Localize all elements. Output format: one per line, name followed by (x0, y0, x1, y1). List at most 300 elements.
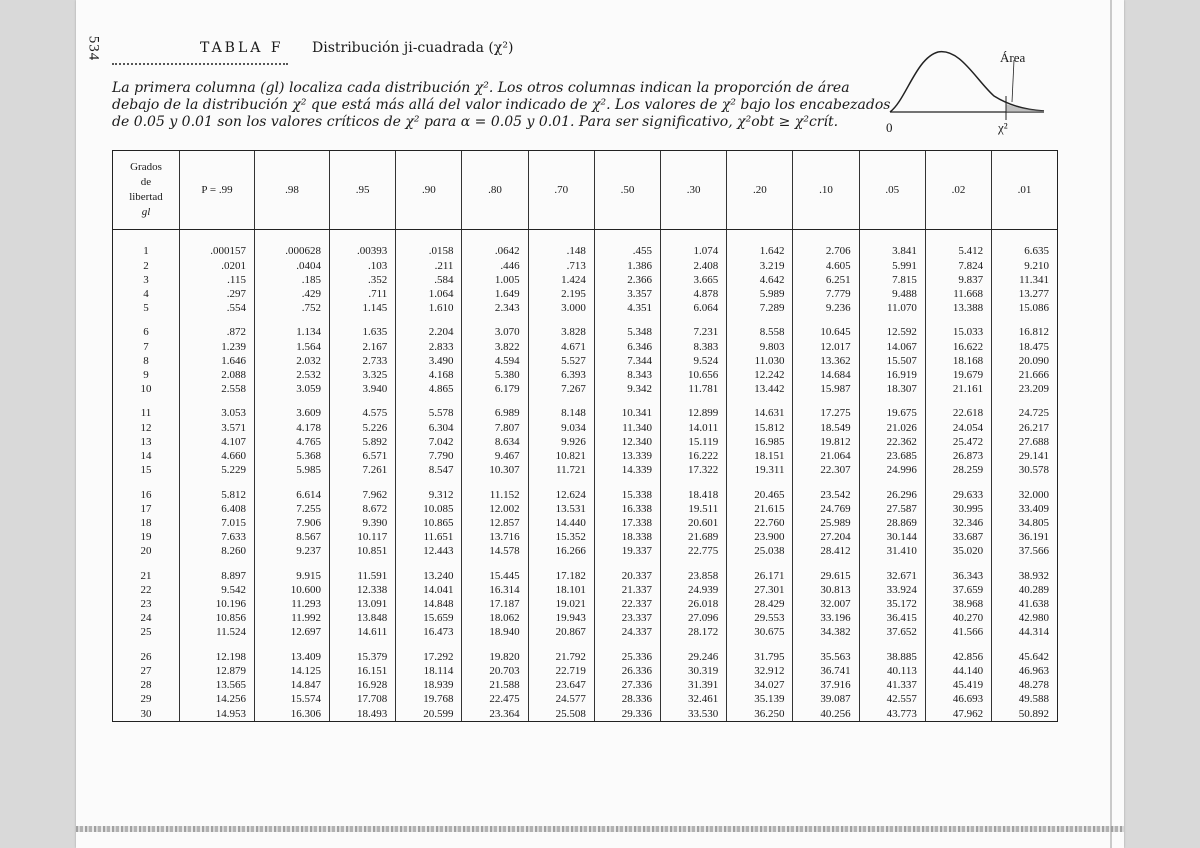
value-cell: 25.472 (925, 435, 991, 449)
value-cell: 5.812 (180, 477, 255, 501)
header-cell-p: .50 (594, 151, 660, 230)
value-cell: 7.962 (330, 477, 396, 501)
gl-cell: 28 (140, 679, 152, 692)
table-row (113, 706, 1057, 721)
value-cell: 18.549 (793, 421, 859, 435)
table-description: La primera columna (gl) localiza cada distribución χ². Los otros columnas indican la proporción de área debajo de la distribución χ² que está más allá del valor indicado de χ². Los valores de χ² bajo los encabezados de 0.05 y 0.01 son los valores críticos de χ² para α = 0.05 y 0.01. Para ser significativo, χ²obt ≥ χ²crít. (112, 80, 891, 130)
value-cell: 33.409 (992, 502, 1057, 516)
value-cell: 27.587 (859, 502, 925, 516)
value-cell: 21.666 (992, 368, 1057, 382)
value-cell: 18.168 (925, 354, 991, 368)
value-cell: 20.465 (727, 477, 793, 501)
value-cell: 8.383 (661, 340, 727, 354)
value-cell: 34.382 (793, 625, 859, 639)
value-cell: 17.322 (661, 463, 727, 477)
value-cell: 1.145 (330, 301, 396, 315)
value-cell: 2.343 (462, 301, 528, 315)
value-cell: .455 (594, 230, 660, 259)
value-cell: 22.475 (462, 692, 528, 706)
value-cell: 24.939 (661, 583, 727, 597)
value-cell: 12.899 (661, 396, 727, 420)
header-cell-p: .90 (396, 151, 462, 230)
table-label: TABLA F (200, 40, 284, 56)
value-cell: 8.260 (180, 544, 255, 558)
value-cell: 36.343 (925, 558, 991, 582)
value-cell: 28.429 (727, 597, 793, 611)
value-cell: 20.867 (528, 625, 594, 639)
gl-cell: 22 (140, 583, 152, 596)
value-cell: 4.605 (793, 258, 859, 272)
value-cell: 16.622 (925, 340, 991, 354)
value-cell: 21.588 (462, 678, 528, 692)
value-cell: 23.685 (859, 449, 925, 463)
value-cell: 21.689 (661, 530, 727, 544)
value-cell: 10.085 (396, 502, 462, 516)
value-cell: 14.440 (528, 516, 594, 530)
table-row (113, 435, 1057, 449)
value-cell: 15.352 (528, 530, 594, 544)
value-cell: 14.847 (255, 678, 330, 692)
value-cell: 16.919 (859, 368, 925, 382)
value-cell: 21.792 (528, 640, 594, 664)
value-cell: 12.879 (180, 664, 255, 678)
table-row (113, 502, 1057, 516)
value-cell: .713 (528, 258, 594, 272)
value-cell: 8.897 (180, 558, 255, 582)
value-cell: 24.054 (925, 421, 991, 435)
value-cell: 28.336 (594, 692, 660, 706)
value-cell: 11.341 (992, 273, 1057, 287)
value-cell: 9.915 (255, 558, 330, 582)
value-cell: 3.357 (594, 287, 660, 301)
value-cell: 16.928 (330, 678, 396, 692)
value-cell: 14.339 (594, 463, 660, 477)
value-cell: 12.017 (793, 340, 859, 354)
table-row (113, 396, 1057, 420)
value-cell: 13.409 (255, 640, 330, 664)
value-cell: 5.989 (727, 287, 793, 301)
value-cell: 11.152 (462, 477, 528, 501)
value-cell: 24.769 (793, 502, 859, 516)
table-row (113, 692, 1057, 706)
value-cell: 7.231 (661, 315, 727, 339)
value-cell: 37.916 (793, 678, 859, 692)
value-cell: 5.368 (255, 449, 330, 463)
value-cell: 30.813 (793, 583, 859, 597)
table-row (113, 583, 1057, 597)
value-cell: 3.665 (661, 273, 727, 287)
value-cell: 19.311 (727, 463, 793, 477)
table-row (113, 664, 1057, 678)
value-cell: 9.390 (330, 516, 396, 530)
value-cell: 1.646 (180, 354, 255, 368)
value-cell: 23.900 (727, 530, 793, 544)
chi-square-curve-figure (876, 40, 1046, 140)
value-cell: 7.824 (925, 258, 991, 272)
header-cell-p: .95 (330, 151, 396, 230)
value-cell: 16.266 (528, 544, 594, 558)
value-cell: 27.301 (727, 583, 793, 597)
value-cell: 6.064 (661, 301, 727, 315)
value-cell: 6.179 (462, 382, 528, 396)
value-cell: 10.656 (661, 368, 727, 382)
value-cell: 1.134 (255, 315, 330, 339)
value-cell: 7.906 (255, 516, 330, 530)
table-row (113, 516, 1057, 530)
value-cell: 6.635 (992, 230, 1057, 259)
value-cell: 3.059 (255, 382, 330, 396)
value-cell: 7.255 (255, 502, 330, 516)
value-cell: 13.277 (992, 287, 1057, 301)
value-cell: 12.857 (462, 516, 528, 530)
value-cell: 5.348 (594, 315, 660, 339)
value-cell: 33.687 (925, 530, 991, 544)
value-cell: 29.633 (925, 477, 991, 501)
value-cell: 40.113 (859, 664, 925, 678)
area-pointer (1012, 60, 1014, 102)
gl-cell: 18 (140, 516, 152, 529)
value-cell: 7.633 (180, 530, 255, 544)
value-cell: .0404 (255, 258, 330, 272)
value-cell: 29.336 (594, 706, 660, 721)
value-cell: 6.989 (462, 396, 528, 420)
gl-cell: 4 (143, 287, 149, 300)
value-cell: 7.815 (859, 273, 925, 287)
value-cell: 14.041 (396, 583, 462, 597)
value-cell: .0201 (180, 258, 255, 272)
value-cell: 49.588 (992, 692, 1057, 706)
value-cell: 12.697 (255, 625, 330, 639)
value-cell: 15.379 (330, 640, 396, 664)
value-cell: 14.256 (180, 692, 255, 706)
value-cell: 24.996 (859, 463, 925, 477)
value-cell: 14.578 (462, 544, 528, 558)
value-cell: 7.267 (528, 382, 594, 396)
value-cell: 1.064 (396, 287, 462, 301)
area-label: Área (1000, 50, 1026, 65)
value-cell: 5.527 (528, 354, 594, 368)
value-cell: 17.338 (594, 516, 660, 530)
value-cell: 10.865 (396, 516, 462, 530)
value-cell: 14.684 (793, 368, 859, 382)
value-cell: 28.259 (925, 463, 991, 477)
value-cell: 17.275 (793, 396, 859, 420)
value-cell: 9.524 (661, 354, 727, 368)
header-gl-line-1: Grados (130, 161, 162, 173)
value-cell: 18.151 (727, 449, 793, 463)
value-cell: .554 (180, 301, 255, 315)
gl-cell: 9 (143, 368, 149, 381)
gl-cell: 26 (140, 650, 152, 663)
value-cell: 14.067 (859, 340, 925, 354)
value-cell: 12.443 (396, 544, 462, 558)
value-cell: .000157 (180, 230, 255, 259)
value-cell: 2.088 (180, 368, 255, 382)
value-cell: 37.652 (859, 625, 925, 639)
value-cell: 1.610 (396, 301, 462, 315)
value-cell: 18.493 (330, 706, 396, 721)
value-cell: 28.412 (793, 544, 859, 558)
value-cell: 7.042 (396, 435, 462, 449)
gl-cell: 17 (140, 502, 152, 515)
value-cell: 8.343 (594, 368, 660, 382)
value-cell: 14.011 (661, 421, 727, 435)
header-gl-line-2: de (140, 176, 152, 188)
value-cell: 50.892 (992, 706, 1057, 721)
value-cell: 9.926 (528, 435, 594, 449)
value-cell: 13.339 (594, 449, 660, 463)
table-row (113, 597, 1057, 611)
gl-cell: 25 (140, 626, 152, 639)
value-cell: 7.344 (594, 354, 660, 368)
value-cell: 2.204 (396, 315, 462, 339)
value-cell: 3.000 (528, 301, 594, 315)
value-cell: 3.490 (396, 354, 462, 368)
value-cell: 18.475 (992, 340, 1057, 354)
value-cell: 12.242 (727, 368, 793, 382)
value-cell: 7.779 (793, 287, 859, 301)
value-cell: 17.292 (396, 640, 462, 664)
value-cell: 43.773 (859, 706, 925, 721)
value-cell: 15.574 (255, 692, 330, 706)
chi-square-label: χ² (998, 120, 1008, 135)
value-cell: .584 (396, 273, 462, 287)
value-cell: 9.210 (992, 258, 1057, 272)
value-cell: 22.760 (727, 516, 793, 530)
value-cell: 29.553 (727, 611, 793, 625)
value-cell: 9.342 (594, 382, 660, 396)
value-cell: 16.306 (255, 706, 330, 721)
value-cell: 30.995 (925, 502, 991, 516)
table-row (113, 625, 1057, 639)
value-cell: 23.209 (992, 382, 1057, 396)
value-cell: 45.419 (925, 678, 991, 692)
value-cell: 20.090 (992, 354, 1057, 368)
value-cell: 9.312 (396, 477, 462, 501)
value-cell: 4.878 (661, 287, 727, 301)
gl-cell: 3 (143, 273, 149, 286)
value-cell: 20.599 (396, 706, 462, 721)
gl-cell: 12 (140, 421, 152, 434)
value-cell: 3.828 (528, 315, 594, 339)
gl-cell: 13 (140, 435, 152, 448)
value-cell: .0158 (396, 230, 462, 259)
page-number: 534 (85, 35, 102, 62)
value-cell: 4.351 (594, 301, 660, 315)
value-cell: 23.364 (462, 706, 528, 721)
value-cell: 28.172 (661, 625, 727, 639)
value-cell: 24.577 (528, 692, 594, 706)
value-cell: 2.706 (793, 230, 859, 259)
table-row (113, 449, 1057, 463)
value-cell: 7.790 (396, 449, 462, 463)
value-cell: 38.885 (859, 640, 925, 664)
value-cell: 34.027 (727, 678, 793, 692)
value-cell: 9.034 (528, 421, 594, 435)
value-cell: 18.307 (859, 382, 925, 396)
value-cell: 3.822 (462, 340, 528, 354)
value-cell: 22.775 (661, 544, 727, 558)
header-cell-p: .70 (528, 151, 594, 230)
value-cell: .352 (330, 273, 396, 287)
value-cell: 31.795 (727, 640, 793, 664)
value-cell: 24.725 (992, 396, 1057, 420)
value-cell: 3.325 (330, 368, 396, 382)
value-cell: 5.578 (396, 396, 462, 420)
value-cell: 14.848 (396, 597, 462, 611)
value-cell: 26.296 (859, 477, 925, 501)
value-cell: 7.807 (462, 421, 528, 435)
value-cell: 11.651 (396, 530, 462, 544)
value-cell: 4.575 (330, 396, 396, 420)
value-cell: 4.168 (396, 368, 462, 382)
value-cell: 38.932 (992, 558, 1057, 582)
value-cell: 6.614 (255, 477, 330, 501)
gl-cell: 6 (143, 326, 149, 339)
value-cell: 40.270 (925, 611, 991, 625)
value-cell: 36.250 (727, 706, 793, 721)
value-cell: 4.660 (180, 449, 255, 463)
value-cell: 16.222 (661, 449, 727, 463)
value-cell: 1.564 (255, 340, 330, 354)
value-cell: 1.074 (661, 230, 727, 259)
value-cell: 7.015 (180, 516, 255, 530)
value-cell: 12.002 (462, 502, 528, 516)
value-cell: 2.366 (594, 273, 660, 287)
gl-cell: 7 (143, 340, 149, 353)
value-cell: 11.781 (661, 382, 727, 396)
value-cell: 32.461 (661, 692, 727, 706)
header-cell-gl (113, 151, 180, 230)
value-cell: 22.307 (793, 463, 859, 477)
value-cell: 35.172 (859, 597, 925, 611)
header-divider (112, 63, 288, 65)
value-cell: 10.307 (462, 463, 528, 477)
value-cell: 11.992 (255, 611, 330, 625)
value-cell: 18.114 (396, 664, 462, 678)
value-cell: 13.531 (528, 502, 594, 516)
value-cell: 1.635 (330, 315, 396, 339)
value-cell: 3.841 (859, 230, 925, 259)
value-cell: 44.314 (992, 625, 1057, 639)
value-cell: 11.070 (859, 301, 925, 315)
table-row (113, 368, 1057, 382)
value-cell: 13.388 (925, 301, 991, 315)
header-cell-p: .10 (793, 151, 859, 230)
value-cell: 3.940 (330, 382, 396, 396)
value-cell: .872 (180, 315, 255, 339)
value-cell: 27.096 (661, 611, 727, 625)
value-cell: 33.530 (661, 706, 727, 721)
value-cell: 5.991 (859, 258, 925, 272)
value-cell: 15.987 (793, 382, 859, 396)
value-cell: 22.362 (859, 435, 925, 449)
value-cell: 12.340 (594, 435, 660, 449)
value-cell: 4.594 (462, 354, 528, 368)
value-cell: .115 (180, 273, 255, 287)
value-cell: 13.442 (727, 382, 793, 396)
value-cell: 2.532 (255, 368, 330, 382)
table-row (113, 258, 1057, 272)
table-title: Distribución ji-cuadrada (χ²) (312, 40, 514, 56)
value-cell: 6.251 (793, 273, 859, 287)
value-cell: 10.600 (255, 583, 330, 597)
value-cell: 2.032 (255, 354, 330, 368)
value-cell: 6.393 (528, 368, 594, 382)
value-cell: 36.741 (793, 664, 859, 678)
value-cell: .752 (255, 301, 330, 315)
table-row (113, 287, 1057, 301)
value-cell: 29.141 (992, 449, 1057, 463)
value-cell: 14.953 (180, 706, 255, 721)
value-cell: 3.053 (180, 396, 255, 420)
value-cell: 13.716 (462, 530, 528, 544)
value-cell: 10.341 (594, 396, 660, 420)
value-cell: 3.609 (255, 396, 330, 420)
value-cell: 35.020 (925, 544, 991, 558)
value-cell: 32.346 (925, 516, 991, 530)
header-cell-p: .80 (462, 151, 528, 230)
value-cell: 4.765 (255, 435, 330, 449)
value-cell: 16.338 (594, 502, 660, 516)
value-cell: .000628 (255, 230, 330, 259)
value-cell: 46.963 (992, 664, 1057, 678)
value-cell: 15.659 (396, 611, 462, 625)
table-row (113, 230, 1057, 259)
origin-label: 0 (886, 120, 893, 135)
value-cell: 33.196 (793, 611, 859, 625)
value-cell: 9.803 (727, 340, 793, 354)
gl-cell: 27 (140, 664, 152, 677)
value-cell: 15.445 (462, 558, 528, 582)
value-cell: 47.962 (925, 706, 991, 721)
value-cell: 19.812 (793, 435, 859, 449)
value-cell: 48.278 (992, 678, 1057, 692)
scan-edge-strip (76, 826, 1124, 832)
value-cell: 8.558 (727, 315, 793, 339)
value-cell: 18.062 (462, 611, 528, 625)
value-cell: 16.151 (330, 664, 396, 678)
value-cell: 28.869 (859, 516, 925, 530)
value-cell: 7.261 (330, 463, 396, 477)
gl-cell: 21 (140, 569, 152, 582)
value-cell: 40.256 (793, 706, 859, 721)
value-cell: .185 (255, 273, 330, 287)
value-cell: 37.566 (992, 544, 1057, 558)
value-cell: 12.198 (180, 640, 255, 664)
chi-square-table-frame (112, 150, 1058, 722)
value-cell: 14.631 (727, 396, 793, 420)
value-cell: 3.219 (727, 258, 793, 272)
value-cell: 11.293 (255, 597, 330, 611)
gl-cell: 14 (140, 450, 152, 463)
gl-cell: 16 (140, 488, 152, 501)
value-cell: 1.386 (594, 258, 660, 272)
value-cell: 1.424 (528, 273, 594, 287)
table-row (113, 315, 1057, 339)
value-cell: 5.892 (330, 435, 396, 449)
value-cell: 25.336 (594, 640, 660, 664)
gl-cell: 5 (143, 302, 149, 315)
value-cell: 8.567 (255, 530, 330, 544)
value-cell: 37.659 (925, 583, 991, 597)
value-cell: 21.161 (925, 382, 991, 396)
value-cell: 46.693 (925, 692, 991, 706)
value-cell: 3.571 (180, 421, 255, 435)
header-cell-p: .05 (859, 151, 925, 230)
value-cell: .0642 (462, 230, 528, 259)
value-cell: 29.246 (661, 640, 727, 664)
